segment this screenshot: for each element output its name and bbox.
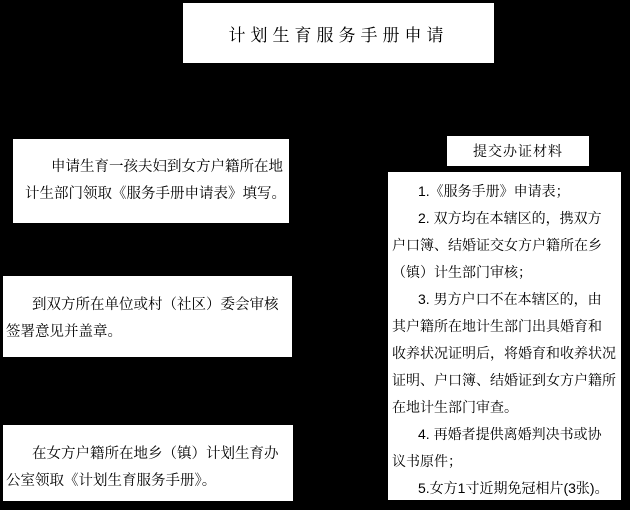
step-text-line: 计生部门领取《服务手册申请表》填写。 [25, 186, 286, 202]
step-text-line: 申请生育一孩夫妇到女方户籍所在地 [51, 159, 283, 175]
step-box-apply [13, 139, 289, 223]
material-text-line: 户口簿、结婚证交女方户籍所在乡 [392, 237, 602, 253]
material-item-4 [392, 421, 617, 475]
material-text-line: （镇）计生部门审核； [392, 264, 532, 280]
step-box-receive [3, 425, 293, 501]
step-text-line: 签署意见并盖章。 [6, 324, 122, 340]
material-text-line: 2. 双方均在本辖区的，携双方 [418, 210, 602, 226]
material-text-line: 5.女方1寸近期免冠相片(3张)。 [418, 480, 609, 496]
step-text-line: 到双方所在单位或村（社区）委会审核 [32, 297, 279, 313]
step-text-line: 公室领取《计划生育服务手册》。 [6, 473, 217, 489]
material-item-2 [392, 205, 617, 286]
material-item-5 [392, 475, 617, 502]
material-text-line: 议书原件； [392, 453, 462, 469]
material-text-line: 3. 男方户口不在本辖区的，由 [418, 291, 602, 307]
material-item-3 [392, 286, 617, 421]
materials-box [388, 172, 621, 500]
material-text-line: 在地计生部门审查。 [392, 399, 518, 415]
page-title: 计划生育服务手册申请 [228, 25, 449, 45]
step-box-review [3, 276, 292, 357]
material-item-1 [392, 178, 617, 205]
material-text-line: 收养状况证明后，将婚育和收养状况 [392, 345, 616, 361]
title-box [183, 3, 494, 63]
material-text-line: 证明、户口簿、结婚证到女方户籍所 [392, 372, 616, 388]
materials-header-label: 提交办证材料 [473, 143, 563, 159]
step-text-line: 在女方户籍所在地乡（镇）计划生育办 [32, 446, 279, 462]
material-text-line: 1.《服务手册》申请表； [418, 183, 570, 199]
materials-header-box [447, 136, 589, 166]
material-text-line: 4. 再婚者提供离婚判决书或协 [418, 426, 602, 442]
material-text-line: 其户籍所在地计生部门出具婚育和 [392, 318, 602, 334]
